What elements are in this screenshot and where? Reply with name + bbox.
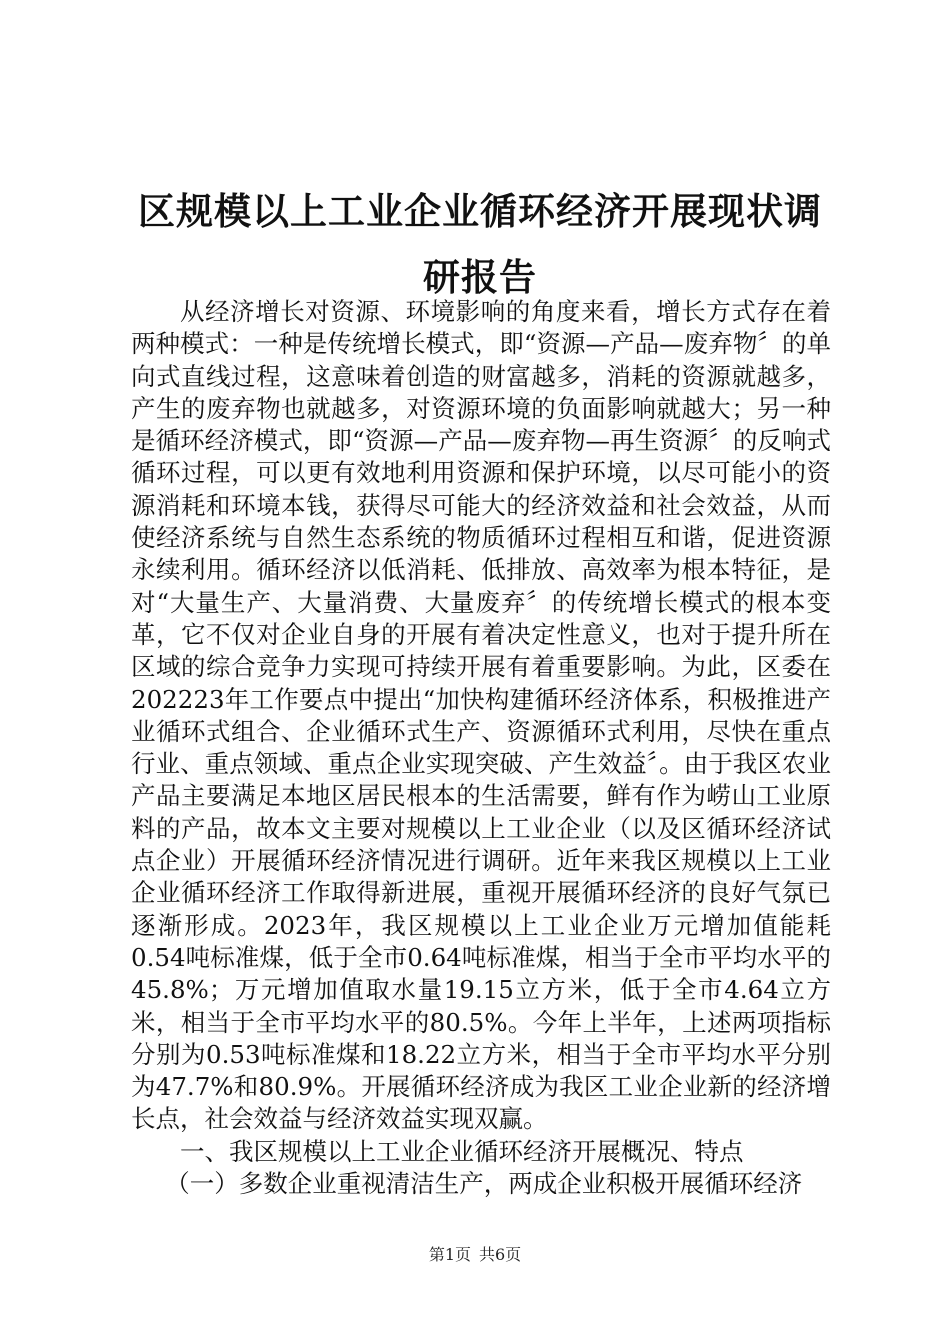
page-number: 第1页 <box>428 1245 471 1264</box>
section-heading: 一、我区规模以上工业企业循环经济开展概况、特点 <box>180 1136 744 1166</box>
page-total: 共6页 <box>479 1245 522 1264</box>
document-title: 区规模以上工业企业循环经济开展现状调研报告 <box>138 189 822 299</box>
body-paragraph: 从经济增长对资源、环境影响的角度来看，增长方式存在着两种模式：一种是传统增长模式，即“资源—产品—废弃物〞的单向式直线过程，这意味着创造的财富越多，消耗的资源就越多，产生的废弃物也就越多，对资源环境的负面影响就越大；另一种是循环经济模式，即“资源—产品—废弃物—再生资源〞的反响式循环过程，可以更有效地利用资源和保护环境，以尽可能小的资源消耗和环境本钱，获得尽可能大的经济效益和社会效益，从而使经济系统与自然生态系统的物质循环过程相互和谐，促进资源永续利用。循环经济以低消耗、低排放、高效率为根本特征，是对“大量生产、大量消费、大量废弃〞的传统增长模式的根本变革，它不仅对企业自身的开展有着决定性意义，也对于提升所在区域的综合竞争力实现可持续开展有着重要影响。为此，区委在202223年工作要点中提出“加快构建循环经济体系，积极推进产业循环式组合、企业循环式生产、资源循环式利用，尽快在重点行业、重点领域、重点企业实现突破、产生效益〞。由于我区农业产品主要满足本地区居民根本的生活需要，鲜有作为崂山工业原料的产品，故本文主要对规模以上工业企业（以及区循环经济试点企业）开展循环经济情况进行调研。近年来我区规模以上工业企业循环经济工作取得新进展，重视开展循环经济的良好气氛已逐渐形成。2023年，我区规模以上工业企业万元增加值能耗0.54吨标准煤，低于全市0.64吨标准煤，相当于全市平均水平的45.8%；万元增加值取水量19.15立方米，低于全市4.64立方米，相当于全市平均水平的80.5%。今年上半年，上述两项指标分别为0.53吨标准煤和18.22立方米，相当于全市平均水平分别为47.7%和80.9%。开展循环经济成为我区工业企业新的经济增长点，社会效益与经济效益实现双赢。 <box>131 297 831 1134</box>
subsection-heading: （一）多数企业重视清洁生产，两成企业积极开展循环经济 <box>165 1169 803 1199</box>
document-body <box>131 296 831 1200</box>
page-footer <box>0 1245 950 1265</box>
